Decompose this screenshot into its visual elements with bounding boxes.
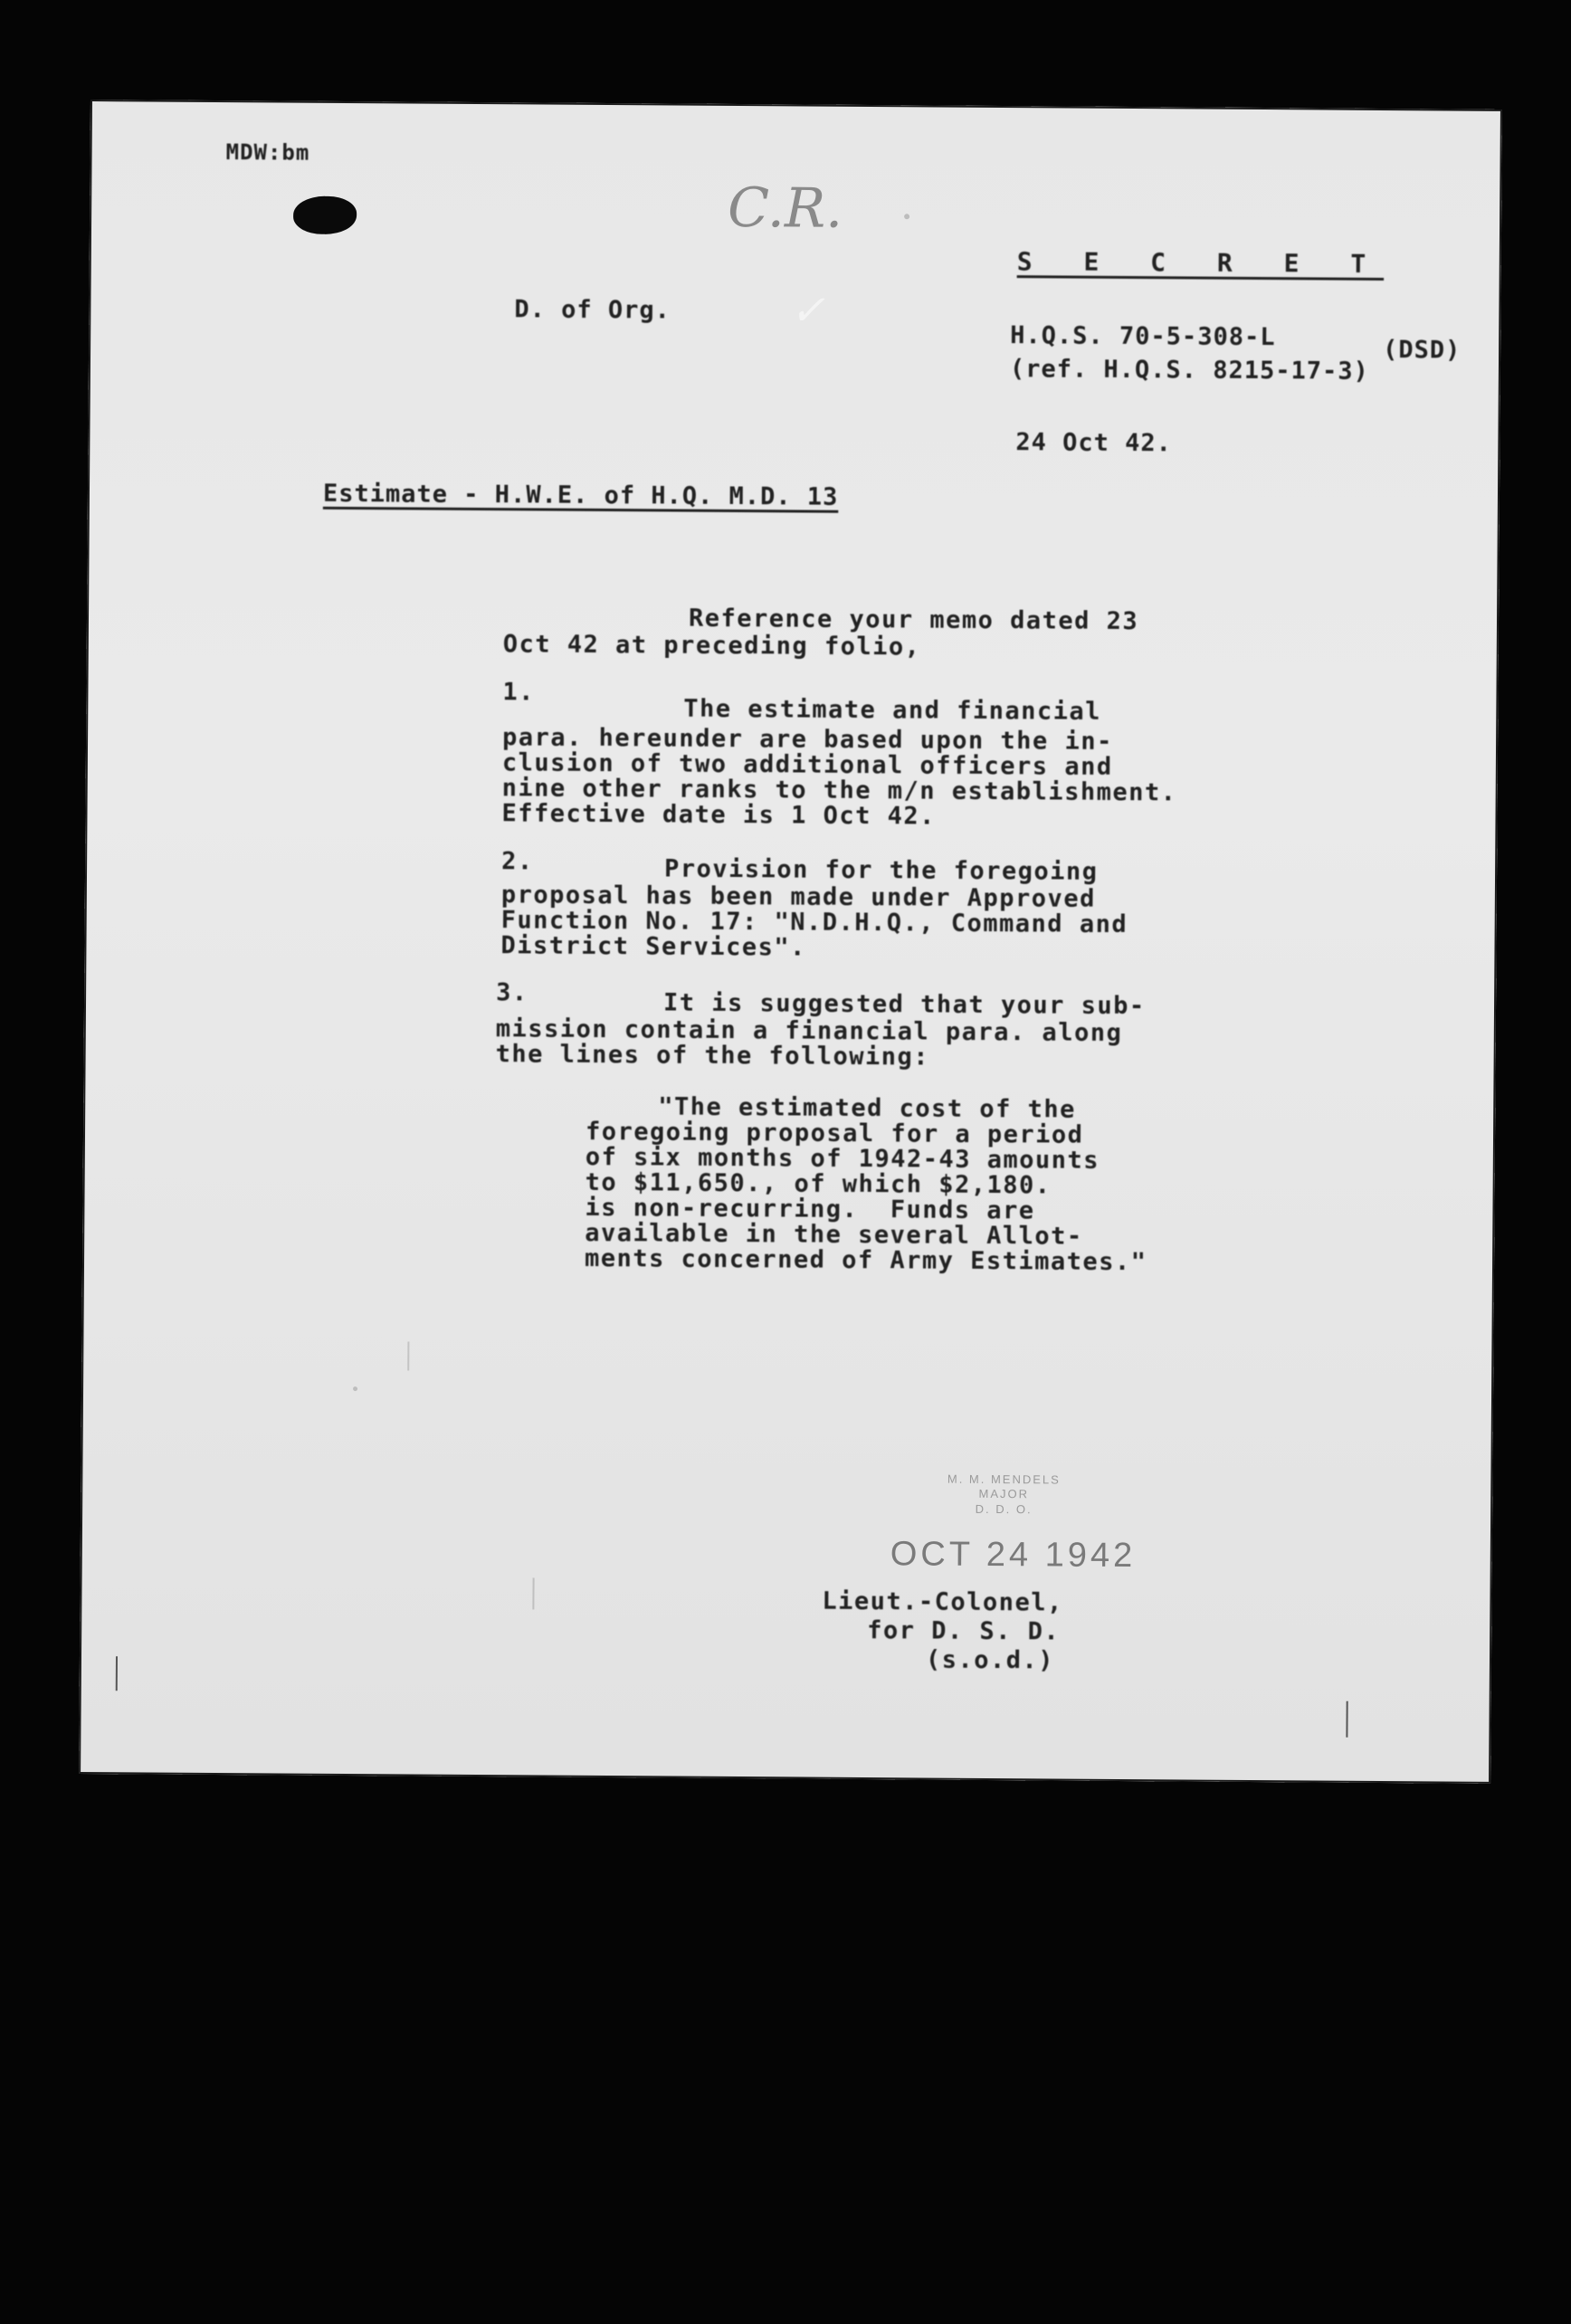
intro-line-1: Reference your memo dated 23 (688, 604, 1139, 636)
quote-line: is non-recurring. Funds are (585, 1193, 1035, 1225)
initials: MDW:bm (225, 139, 310, 166)
scratch-mark (407, 1341, 409, 1370)
memo-date: 24 Oct 42. (1015, 428, 1173, 458)
file-reference-secondary: (ref. H.Q.S. 8215-17-3) (1009, 355, 1369, 386)
signature-for: for D. S. D. (867, 1616, 1061, 1646)
quote-line: to $11,650., of which $2,180. (585, 1167, 1052, 1200)
subject-line: Estimate - H.W.E. of H.Q. M.D. 13 (322, 479, 839, 511)
signature-sgd: (s.o.d.) (925, 1645, 1055, 1675)
quote-line: available in the several Allot- (585, 1218, 1083, 1251)
file-reference-office: (DSD) (1382, 335, 1462, 365)
para-2-line: District Services". (500, 931, 806, 962)
para-1-number: 1. (502, 678, 536, 707)
intro-line-2: Oct 42 at preceding folio, (502, 630, 921, 662)
quote-line: "The estimated cost of the (658, 1092, 1076, 1124)
quote-line: foregoing proposal for a period (585, 1117, 1084, 1149)
para-3-line: the lines of the following: (495, 1040, 930, 1072)
received-date-stamp: OCT 24 1942 (890, 1535, 1137, 1576)
ink-blot (293, 196, 357, 234)
classification: S E C R E T (1016, 246, 1385, 279)
quote-line: of six months of 1942-43 amounts (585, 1142, 1100, 1175)
para-3-line: It is suggested that your sub- (662, 988, 1146, 1021)
para-3-number: 3. (496, 978, 528, 1007)
signature-title: Lieut.-Colonel, (822, 1586, 1063, 1617)
handwritten-mark: C.R. (727, 176, 843, 241)
para-2-line: Function No. 17: "N.D.H.Q., Command and (500, 906, 1128, 939)
para-2-line: proposal has been made under Approved (500, 881, 1096, 913)
para-1-line: clusion of two additional officers and (501, 748, 1113, 781)
para-1-line: The estimate and financial (683, 694, 1102, 726)
speck (904, 214, 909, 219)
para-1-line: Effective date is 1 Oct 42. (501, 799, 937, 831)
speck (353, 1386, 357, 1391)
memo-page (79, 100, 1502, 1784)
para-1-line: nine other ranks to the m/n establishment. (501, 774, 1177, 807)
para-1-line: para. hereunder are based upon the in- (501, 723, 1113, 756)
para-2-line: Provision for the foregoing (663, 854, 1099, 886)
addressee: D. of Org. (514, 295, 671, 325)
officer-stamp (913, 1472, 1094, 1517)
file-reference: H.Q.S. 70-5-308-L (1010, 321, 1276, 352)
para-3-line: mission contain a financial para. along (495, 1014, 1123, 1047)
margin-mark (116, 1656, 118, 1691)
quote-line: ments concerned of Army Estimates." (584, 1243, 1147, 1277)
stamp-office: D. D. O. (975, 1501, 1033, 1516)
scratch-mark (532, 1577, 534, 1609)
stamp-rank: MAJOR (978, 1487, 1030, 1501)
margin-mark (1346, 1701, 1347, 1738)
handwritten-tick: ✓ (790, 285, 826, 335)
para-2-number: 2. (501, 847, 534, 876)
stamp-name: M. M. MENDELS (947, 1472, 1061, 1487)
